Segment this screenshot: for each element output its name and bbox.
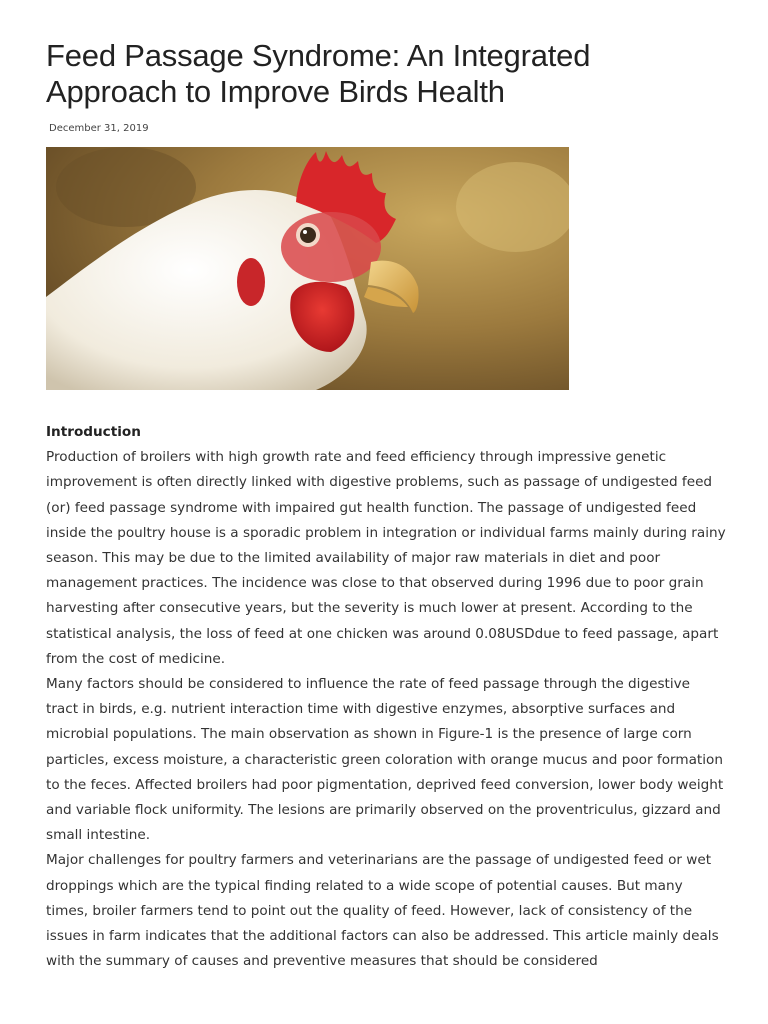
body-paragraph: Major challenges for poultry farmers and veterinarians are the passage of undigested feed or wet droppings which are the typical finding related to a wide scope of potential causes. But many times, broiler farmers tend to point out the quality of feed. However, lack of consistency of the issues in farm indicates that the additional factors can also be addressed. This article mainly deals with the summary of causes and preventive measures that should be considered [46,852,719,970]
body-paragraph: Many factors should be considered to influence the rate of feed passage through the digestive tract in birds, e.g. nutrient interaction time with digestive enzymes, absorptive surfaces and microbial populations. The main observation as shown in Figure-1 is the presence of large corn particles, excess moisture, a characteristic green coloration with orange mucus and poor formation to the feces. Affected broilers had poor pigmentation, deprived feed conversion, lower body weight and variable flock uniformity. The lesions are primarily observed on the proventriculus, gizzard and small intestine. [46,676,724,844]
chicken-photo [46,147,569,390]
publish-date: December 31, 2019 [49,123,149,134]
body-paragraph: Production of broilers with high growth rate and feed efficiency through impressive genetic improvement is often directly linked with digestive problems, such as passage of undigested feed (or) feed passage syndrome with impaired gut health function. The passage of undigested feed inside the poultry house is a sporadic problem in integration or individual farms mainly during rainy season. This may be due to the limited availability of major raw materials in diet and poor management practices. The incidence was close to that observed during 1996 due to poor grain harvesting after consecutive years, but the severity is much lower at present. According to the statistical analysis, the loss of feed at one chicken was around 0.08USDdue to feed passage, apart from the cost of medicine. [46,449,726,667]
article-title: Feed Passage Syndrome: An Integrated Approach to Improve Birds Health [46,38,591,109]
article-body [46,420,726,974]
section-heading-introduction: Introduction [46,424,141,440]
